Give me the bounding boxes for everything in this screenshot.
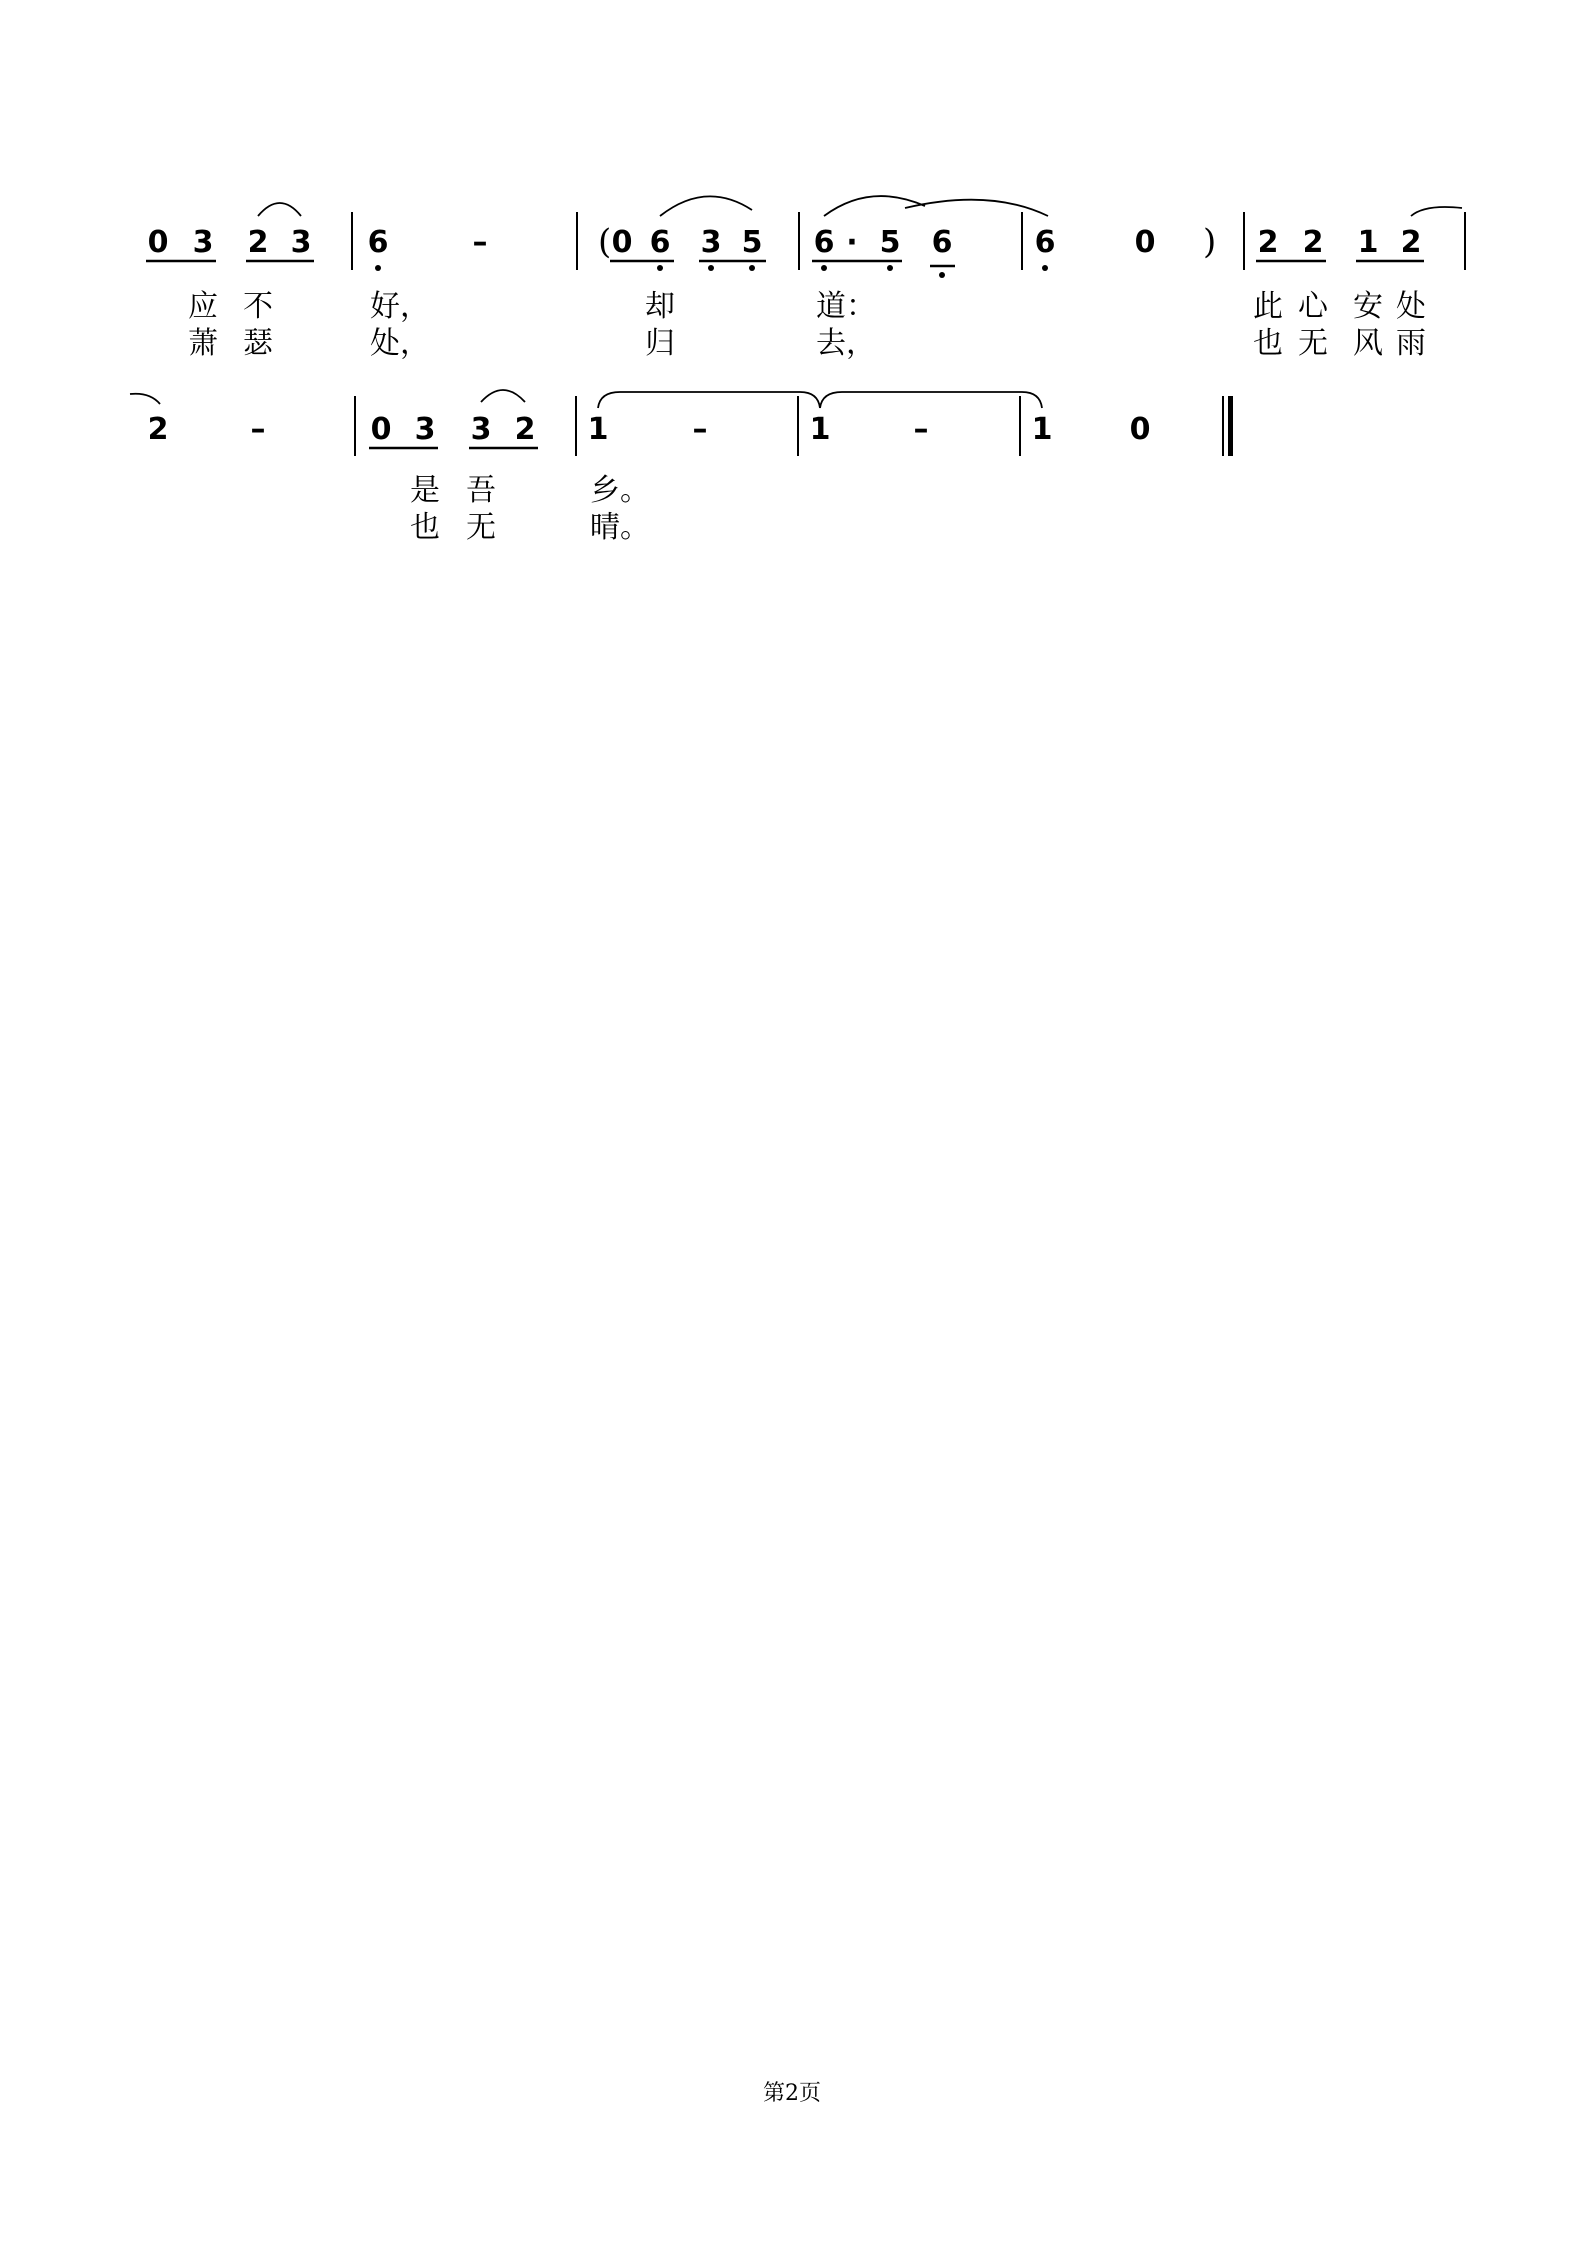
final-barline-thick (1228, 396, 1233, 456)
note-dash: – (692, 412, 708, 447)
close-parenthesis: ) (1203, 222, 1217, 262)
lower-octave-dot (821, 265, 827, 271)
tie (905, 200, 1048, 216)
lower-octave-dot (1042, 265, 1048, 271)
tie (820, 392, 1042, 408)
note: 3 (700, 225, 722, 260)
lower-octave-dot (375, 265, 381, 271)
note: 2 (147, 412, 169, 447)
lyric: 应 (188, 289, 218, 324)
lower-octave-dot (657, 265, 663, 271)
lyric: 吾 (466, 473, 496, 508)
note: 1 (587, 412, 609, 447)
tie-start (1411, 207, 1462, 216)
note: 3 (470, 412, 492, 447)
lyric: 好， (370, 289, 430, 324)
lyric: 无 (1298, 326, 1328, 361)
lyric: 归 (645, 326, 675, 361)
augmentation-dot: · (846, 225, 858, 260)
note: 1 (1031, 412, 1053, 447)
slur (258, 203, 301, 216)
lower-octave-dot (887, 265, 893, 271)
lyric: 萧 (188, 326, 218, 361)
note: 3 (290, 225, 312, 260)
lyric: 是 (410, 473, 440, 508)
note: 0 (611, 225, 633, 260)
note-dash: – (913, 412, 929, 447)
lower-octave-dot (708, 265, 714, 271)
note: 0 (1134, 225, 1156, 260)
lyric: 心 (1298, 289, 1328, 324)
lyric: 乡。 (590, 473, 650, 508)
lyric: 此 (1253, 289, 1283, 324)
lyric: 雨 (1396, 326, 1426, 361)
note: 5 (741, 225, 763, 260)
note: 1 (809, 412, 831, 447)
lyric: 也 (410, 510, 440, 545)
note: 2 (1400, 225, 1422, 260)
note: 0 (370, 412, 392, 447)
note: 2 (1302, 225, 1324, 260)
lyric: 去， (816, 326, 876, 361)
lyric: 晴。 (590, 510, 650, 545)
lyric: 风 (1353, 326, 1383, 361)
note: 6 (367, 225, 389, 260)
note: 0 (147, 225, 169, 260)
lyric: 安 (1353, 289, 1383, 324)
lyric: 瑟 (243, 326, 273, 361)
note: 1 (1357, 225, 1379, 260)
note: 0 (1129, 412, 1151, 447)
note: 2 (1257, 225, 1279, 260)
page-number: 第2页 (763, 2081, 821, 2106)
note: 6 (649, 225, 671, 260)
note: 2 (514, 412, 536, 447)
tie (598, 392, 820, 408)
note: 2 (247, 225, 269, 260)
note-dash: – (472, 225, 488, 260)
slur (660, 196, 752, 216)
lyric: 处 (1396, 289, 1426, 324)
note: 6 (931, 225, 953, 260)
note: 3 (414, 412, 436, 447)
lyric: 无 (466, 510, 496, 545)
lyric: 却 (645, 289, 675, 324)
lower-octave-dot (939, 272, 945, 278)
lyric: 道： (816, 289, 876, 324)
lyric: 也 (1253, 326, 1283, 361)
note: 5 (879, 225, 901, 260)
slur (481, 390, 525, 402)
lower-octave-dot (749, 265, 755, 271)
lyric: 不 (243, 289, 273, 324)
lyric: 处， (370, 326, 430, 361)
note: 6 (1034, 225, 1056, 260)
note-dash: – (250, 412, 266, 447)
open-parenthesis: ( (598, 222, 612, 262)
tie-end (130, 394, 160, 404)
note: 3 (192, 225, 214, 260)
note: 6 (813, 225, 835, 260)
